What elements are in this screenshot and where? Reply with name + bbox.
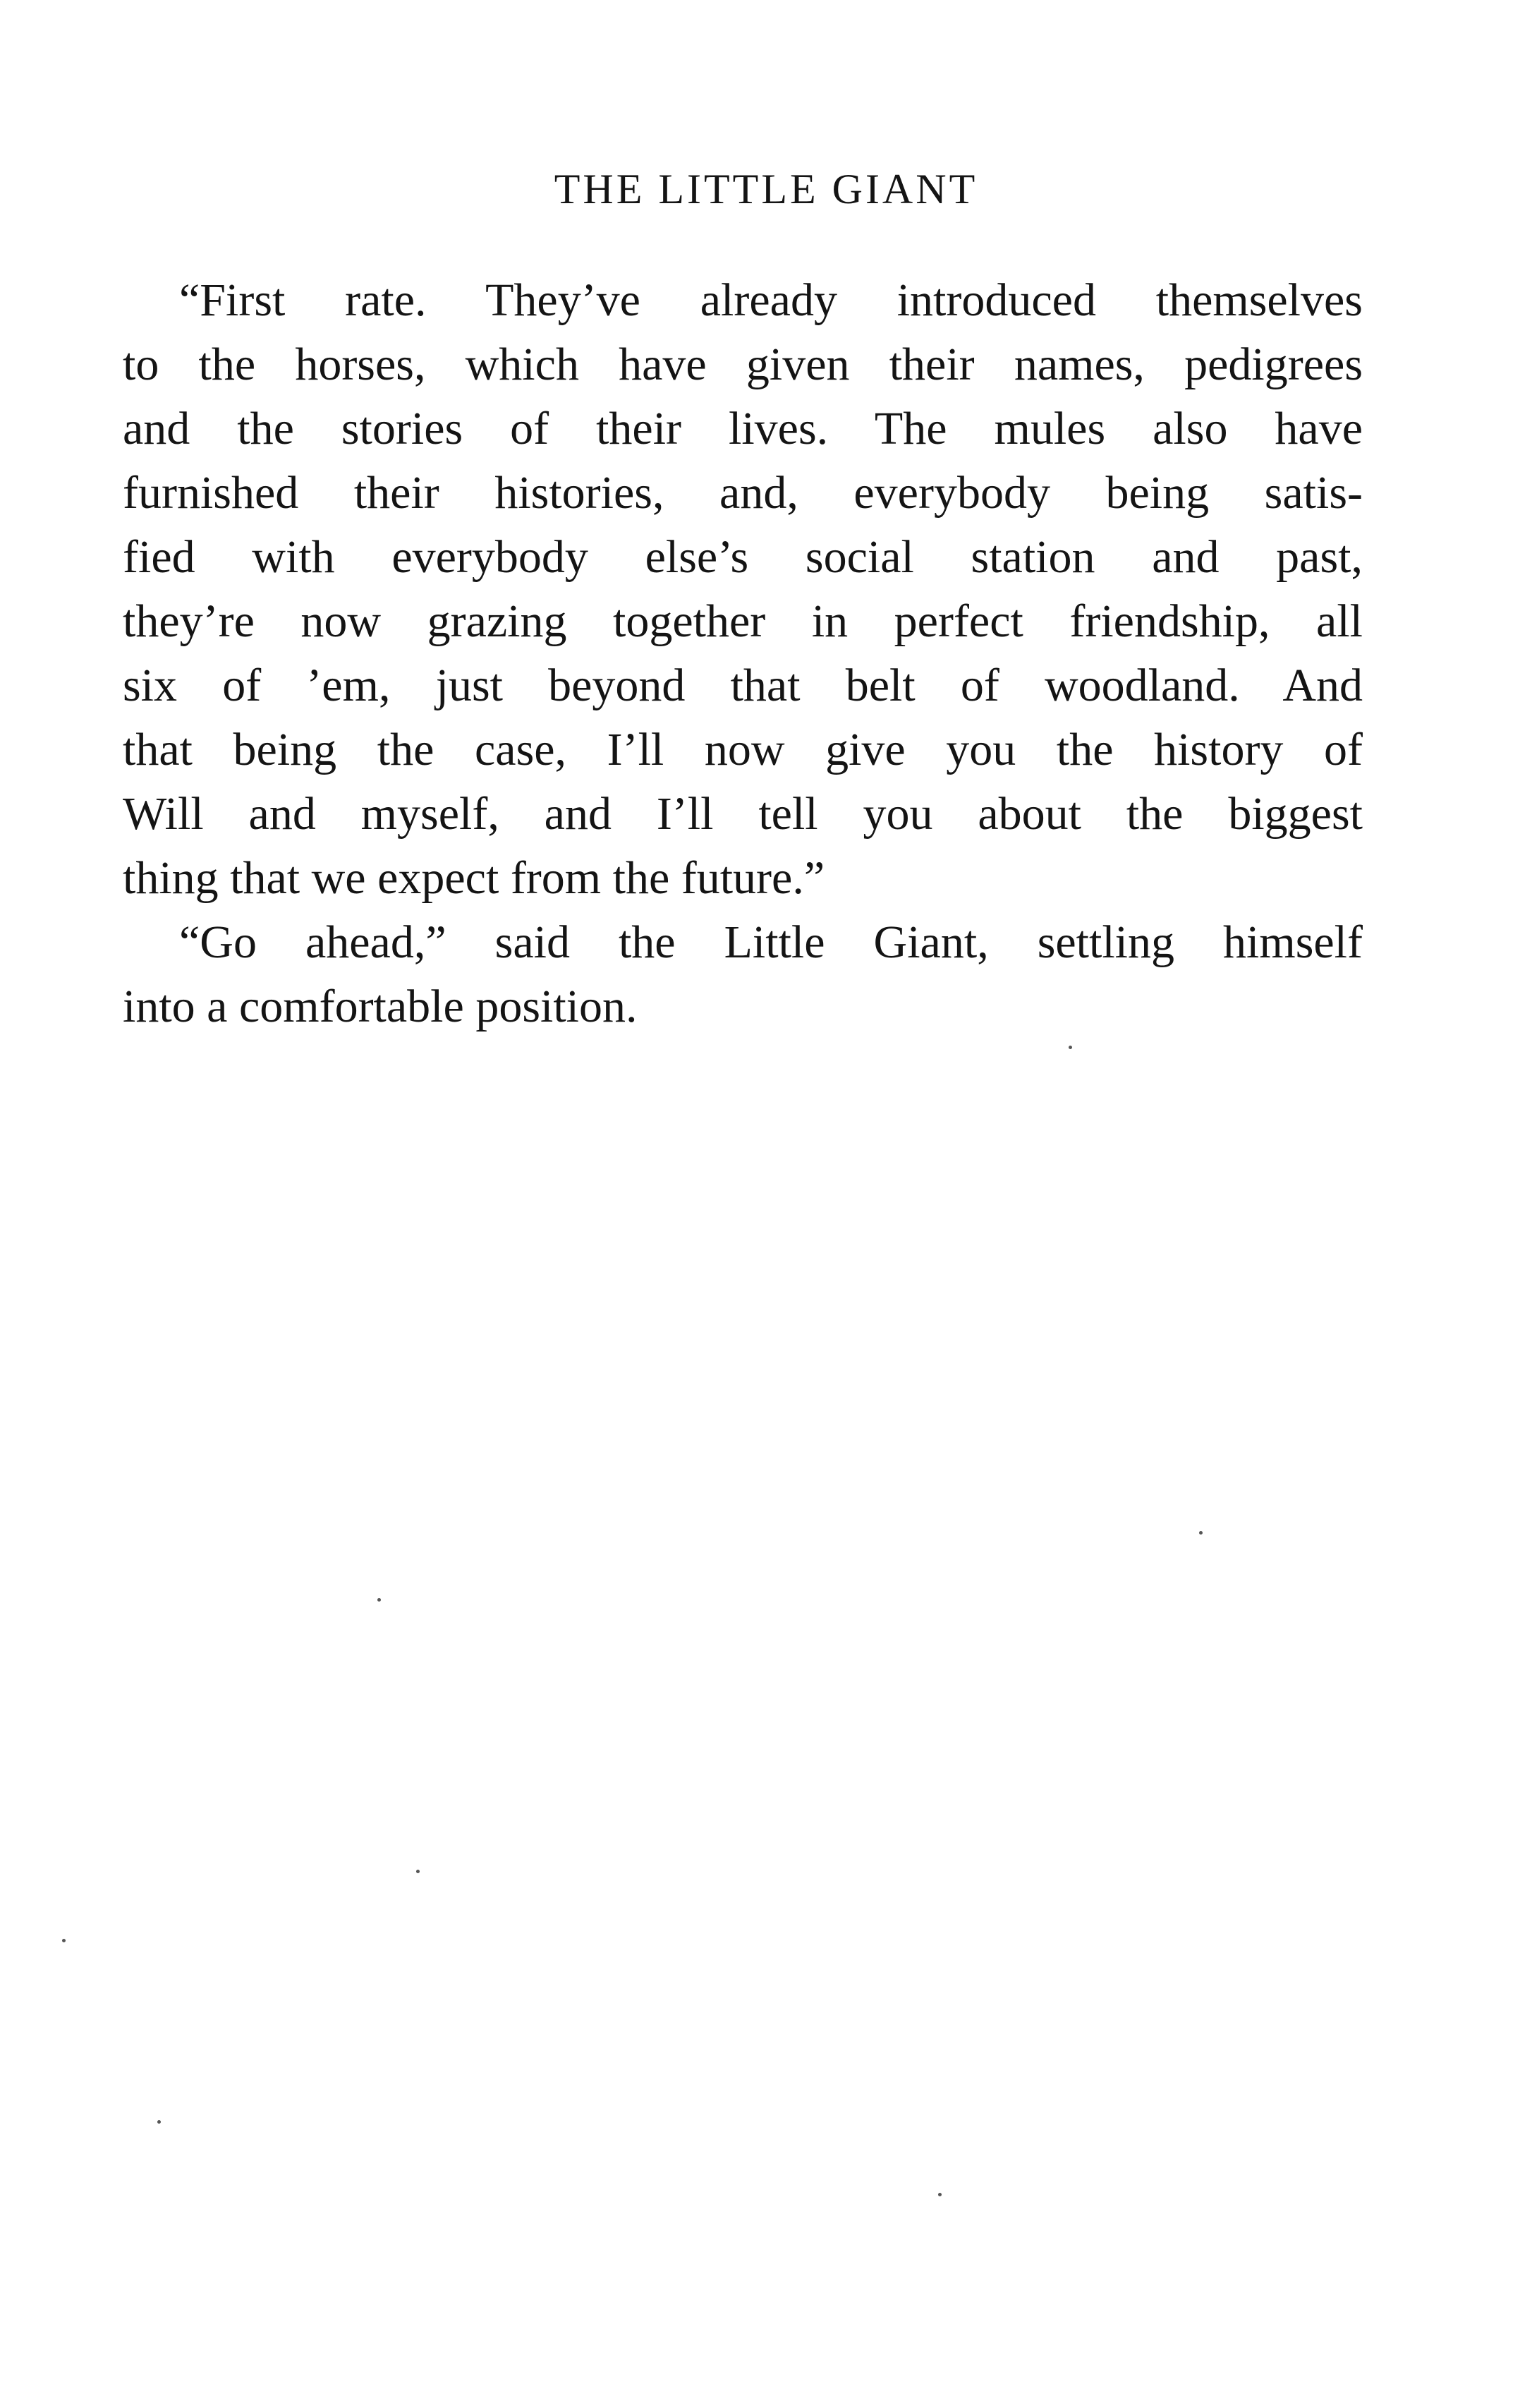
scan-speck xyxy=(377,1598,381,1602)
text-line: thing that we expect from the future.” xyxy=(123,852,825,904)
text-line: that being the case, I’ll now give you the history of xyxy=(123,724,1363,775)
running-head: THE LITTLE GIANT xyxy=(554,166,978,212)
text-line: they’re now grazing together in perfect friendship, all xyxy=(123,595,1363,647)
text-line: furnished their histories, and, everybody being satis- xyxy=(123,467,1363,519)
text-line: and the stories of their lives. The mules also have xyxy=(123,403,1363,454)
text-line: “Go ahead,” said the Little Giant, settling himself xyxy=(179,916,1363,968)
text-line: “First rate. They’ve already introduced themselves xyxy=(179,274,1363,326)
scan-speck xyxy=(1199,1531,1203,1535)
scan-speck xyxy=(157,2120,161,2124)
text-line: to the horses, which have given their names, pedigrees xyxy=(123,339,1363,390)
text-line: Will and myself, and I’ll tell you about the biggest xyxy=(123,788,1363,840)
text-line: fied with everybody else’s social station and past, xyxy=(123,531,1363,583)
scan-speck xyxy=(1069,1046,1072,1049)
body-text xyxy=(123,268,1363,1039)
scan-speck xyxy=(938,2193,942,2196)
text-line: into a comfortable position. xyxy=(123,981,638,1032)
scan-speck xyxy=(416,1870,420,1873)
scan-speck xyxy=(62,1939,66,1942)
text-line: six of ’em, just beyond that belt of woodland. And xyxy=(123,660,1363,711)
paragraph xyxy=(123,268,1363,910)
paragraph xyxy=(123,910,1363,1039)
